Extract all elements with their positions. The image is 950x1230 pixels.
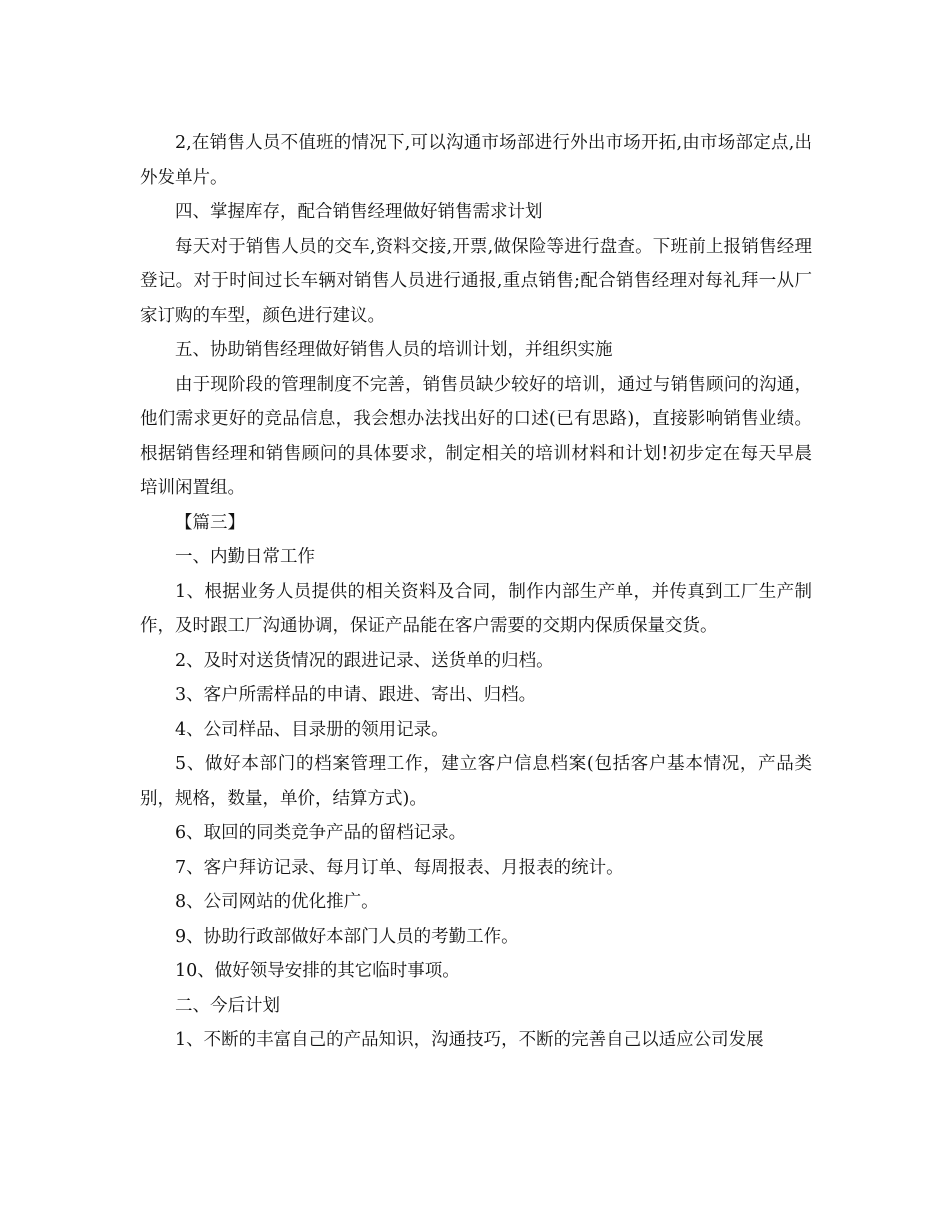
list-item: 6、取回的同类竞争产品的留档记录。 [175,823,467,843]
list-item: 4、公司样品、目录册的领用记录。 [175,719,449,740]
heading-inventory: 四、掌握库存，配合销售经理做好销售需求计划 [175,202,543,222]
heading-training-plan: 五、协助销售经理做好销售人员的培训计划，并组织实施 [175,340,613,360]
paragraph-daily-check: 每天对于销售人员的交车,资料交接,开票,做保险等进行盘查。下班前上报销售经理登记。对于时间过长车辆对销售人员进行通报,重点销售;配合销售经理对每礼拜一从厂家订购的车型，颜色进行建议。 [140,236,812,326]
paragraph-market-expansion: 2,在销售人员不值班的情况下,可以沟通市场部进行外出市场开拓,由市场部定点,出外发单片。 [140,133,812,188]
list-item: 3、客户所需样品的申请、跟进、寄出、归档。 [175,685,537,705]
section-title-part-three: 【篇三】 [175,512,245,533]
paragraph-training: 由于现阶段的管理制度不完善，销售员缺少较好的培训，通过与销售顾问的沟通，他们需求更好的竞品信息，我会想办法找出好的口述(已有思路)，直接影响销售业绩。根据销售经理和销售顾问的具体要求，制定相关的培训材料和计划!初步定在每天早晨培训闲置组。 [140,374,812,498]
list-item: 1、不断的丰富自己的产品知识，沟通技巧，不断的完善自己以适应公司发展 [175,1030,764,1050]
document-body [140,126,812,1058]
list-item: 1、根据业务人员提供的相关资料及合同，制作内部生产单，并传真到工厂生产制作，及时跟工厂沟通协调，保证产品能在客户需要的交期内保质保量交货。 [140,581,812,636]
heading-future-plan: 二、今后计划 [175,995,280,1016]
list-item: 10、做好领导安排的其它临时事项。 [175,961,460,981]
list-item: 5、做好本部门的档案管理工作，建立客户信息档案(包括客户基本情况，产品类别，规格，数量，单价，结算方式)。 [140,754,812,809]
heading-daily-work: 一、内勤日常工作 [175,547,315,567]
list-item: 8、公司网站的优化推广。 [175,892,379,912]
list-item: 7、客户拜访记录、每月订单、每周报表、月报表的统计。 [175,857,624,878]
list-item: 9、协助行政部做好本部门人员的考勤工作。 [175,926,519,947]
list-item: 2、及时对送货情况的跟进记录、送货单的归档。 [175,650,554,671]
